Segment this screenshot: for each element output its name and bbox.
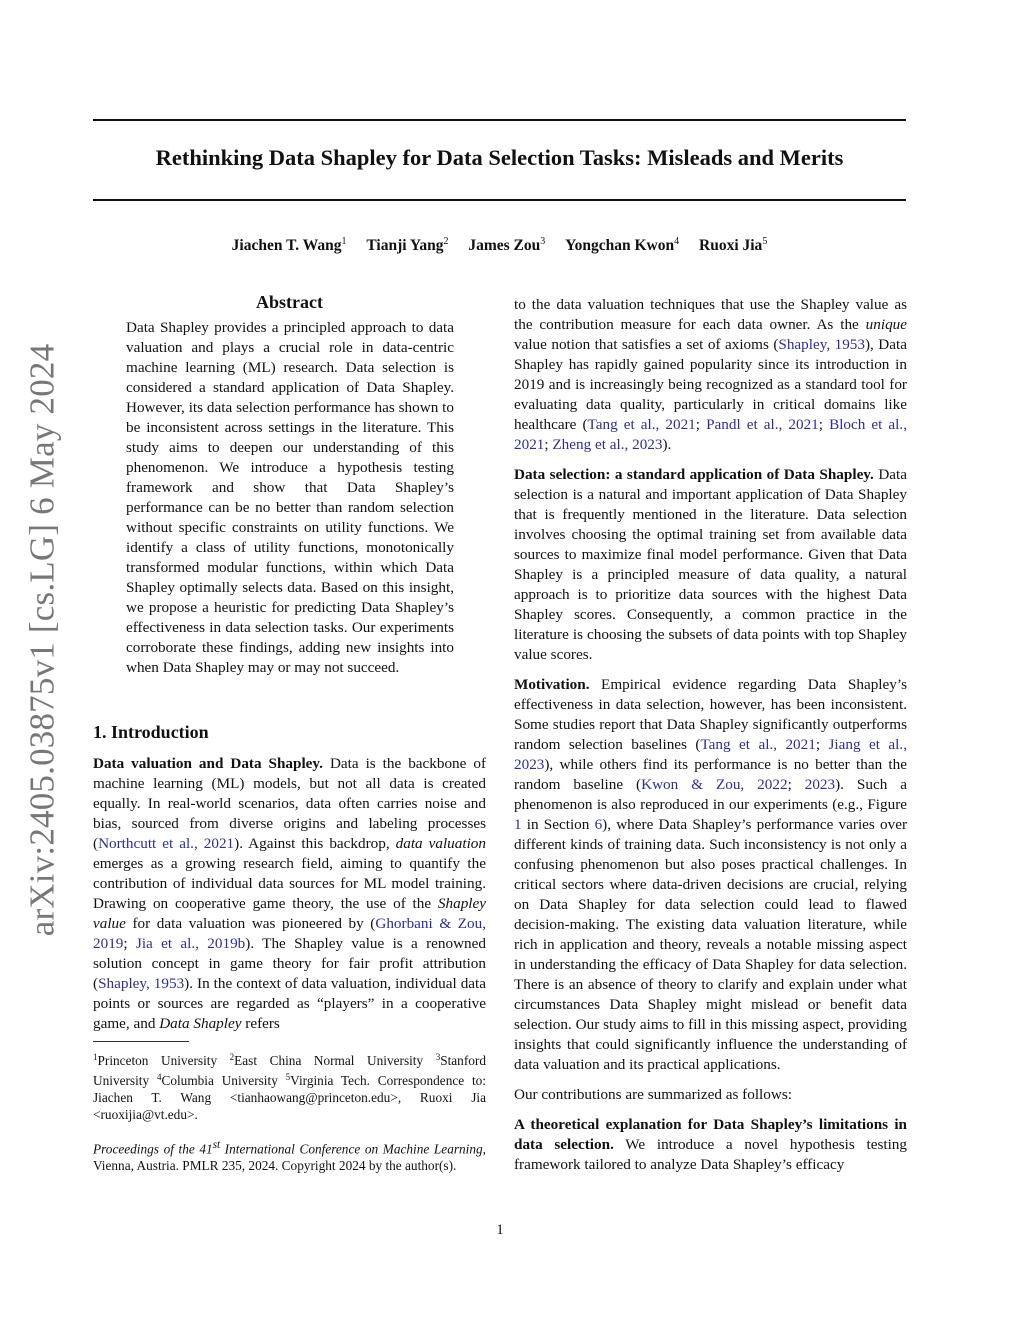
citation-link[interactable]: Kwon & Zou, 2022 (641, 776, 788, 793)
citation-link[interactable]: 2023 (804, 776, 836, 793)
citation-link[interactable]: Jia et al., 2019b (135, 935, 246, 952)
citation-link[interactable]: Tang et al., 2021 (700, 736, 816, 753)
affiliations-footnote: $^1$Princeton University $^2$East China Normal University $^3$Stanford University $^4$Columbia University $^5$Virginia Tech. Correspondence to: Jiachen T. Wang <tianhaowang@princeton.edu>, Ruoxi Jia <ruoxijia@vt.edu>. (93, 1052, 487, 1122)
citation-link[interactable]: Zheng et al., 2023 (552, 436, 663, 453)
footnote-rule (93, 1041, 189, 1042)
author: Tianji Yang$^2$ (366, 236, 449, 254)
proceedings-note: Proceedings of the 41st International Conference on Machine Learning, Vienna, Austria. PMLR 235, 2024. Copyright 2024 by the author(s). (93, 1139, 486, 1174)
intro-paragraph-data-selection: Data selection: a standard application of Data Shapley. Data selection is a natural and important application of Data Shapley that is frequently mentioned in the literature. Data selection involves choosing the optimal training set from available data sources to maximize final model performance. Given that Data Shapley is a principled measure of data quality, a natural approach is to prioritize data sources with the highest Data Shapley scores. Consequently, a common practice in the literature is choosing the subsets of data points with top Shapley value scores. (514, 466, 907, 663)
intro-paragraph-theory: A theoretical explanation for Data Shapley’s limitations in data selection. We introduce a novel hypothesis testing framework tailored to analyze Data Shapley’s efficacy (514, 1116, 907, 1173)
citation-link[interactable]: Northcutt et al., 2021 (98, 835, 235, 852)
intro-paragraph-1: Data valuation and Data Shapley. Data is the backbone of machine learning (ML) models, but not all data is created equally. In real-world scenarios, data often carries noise and bias, sourced from diverse origins and labeling processes (Northcutt et al., 2021). Against this backdrop, data valuation emerges as a growing research field, aiming to quantify the contribution of individual data sources for ML model training. Drawing on cooperative game theory, the use of the Shapley value for data valuation was pioneered by (Ghorbani & Zou, 2019; Jia et al., 2019b). The Shapley value is a renowned solution concept in game theory for fair profit attribution (Shapley, 1953). In the context of data valuation, individual data points or sources are regarded as “players” in a cooperative game, and Data Shapley refers (93, 755, 486, 1032)
intro-paragraph-1-continued: to the data valuation techniques that use the Shapley value as the contribution measure for each data owner. As the unique value notion that satisfies a set of axioms (Shapley, 1953), Data Shapley has rapidly gained popularity since its introduction in 2019 and is increasingly being recognized as a standard tool for evaluating data quality, particularly in critical domains like healthcare (Tang et al., 2021; Pandl et al., 2021; Bloch et al., 2021; Zheng et al., 2023). (514, 296, 907, 453)
title-rule-top (93, 119, 906, 121)
figure-reference-link[interactable]: 1 (514, 816, 522, 833)
title-rule-bottom (93, 199, 906, 201)
author: Jiachen T. Wang$^1$ (231, 236, 347, 254)
intro-paragraph-motivation: Motivation. Empirical evidence regarding Data Shapley’s effectiveness in data selection, however, has been inconsistent. Some studies report that Data Shapley significantly outperforms random selection baselines (Tang et al., 2021; Jiang et al., 2023), while others find its performance is no better than the random baseline (Kwon & Zou, 2022; 2023). Such a phenomenon is also reproduced in our experiments (e.g., Figure 1 in Section 6), where Data Shapley’s performance varies over different kinds of training data. Such inconsistency is not only a confusing phenomenon but also poses practical challenges. In critical sectors where data-driven decisions are crucial, relying on Data Shapley for data selection could lead to flawed decision-making. The existing data valuation literature, while rich in application and theory, reveals a notable missing aspect in understanding the efficacy of Data Shapley for data selection. There is an absence of theory to clarify and explain under what circumstances Data Shapley might mislead or benefit data selection. Our study aims to fill in this missing aspect, providing insights that could significantly influence the understanding of data valuation and its practical applications. (514, 676, 907, 1073)
intro-paragraph-contributions: Our contributions are summarized as follows: (514, 1086, 792, 1103)
citation-link[interactable]: Shapley, 1953 (778, 336, 865, 353)
author: Ruoxi Jia$^5$ (699, 236, 768, 254)
page-number: 1 (496, 1222, 504, 1238)
citation-link[interactable]: Bloch et al., 2021 (514, 416, 907, 453)
abstract-text: Data Shapley provides a principled approach to data valuation and plays a crucial role in data-centric machine learning (ML) research. Data selection is considered a standard application of Data Shapley. However, its data selection performance has shown to be inconsistent across settings in the literature. This study aims to deepen our understanding of this phenomenon. We introduce a hypothesis testing framework and show that Data Shapley’s performance can be no better than random selection without specific constraints on utility functions. We identify a class of utility functions, monotonically transformed modular functions, within which Data Shapley optimally selects data. Based on this insight, we propose a heuristic for predicting Data Shapley’s effectiveness in data selection tasks. Our experiments corroborate these findings, adding new insights into when Data Shapley may or may not succeed. (126, 319, 454, 676)
author: Yongchan Kwon$^4$ (565, 236, 680, 254)
section-reference-link[interactable]: 6 (594, 816, 603, 833)
left-column (93, 292, 486, 1174)
arxiv-stamp-text: arXiv:2405.03875v1 [cs.LG] 6 May 2024 (22, 343, 61, 937)
author: James Zou$^3$ (468, 236, 546, 254)
arxiv-stamp (12, 343, 72, 937)
citation-link[interactable]: Pandl et al., 2021 (706, 416, 819, 433)
citation-link[interactable]: Ghorbani & Zou, 2019 (93, 915, 486, 952)
paper-title: Rethinking Data Shapley for Data Selection Tasks: Misleads and Merits (155, 145, 844, 170)
right-column (514, 295, 907, 1175)
citation-link[interactable]: Tang et al., 2021 (587, 416, 696, 433)
abstract-heading: Abstract (256, 292, 323, 312)
author-list (93, 236, 906, 255)
citation-link[interactable]: Shapley, 1953 (98, 975, 185, 992)
section-heading-introduction: 1. Introduction (93, 722, 209, 742)
citation-link[interactable]: Jiang et al., 2023 (514, 736, 907, 773)
